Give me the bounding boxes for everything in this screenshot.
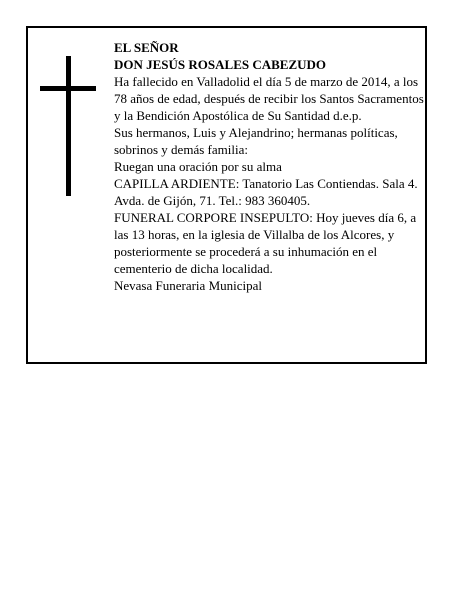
obituary-notice	[26, 26, 427, 364]
deceased-name: DON JESÚS ROSALES CABEZUDO	[114, 57, 327, 72]
cross-horizontal-bar	[40, 86, 96, 91]
funeral-home: Nevasa Funeraria Municipal	[114, 278, 263, 293]
cross-vertical-bar	[66, 56, 71, 196]
chapel-details: CAPILLA ARDIENTE: Tanatorio Las Contiendas. Sala 4. Avda. de Gijón, 71. Tel.: 983 360405.	[114, 176, 418, 208]
cross-icon	[40, 56, 96, 196]
death-announcement: Ha fallecido en Valladolid el día 5 de marzo de 2014, a los 78 años de edad, después de recibir los Santos Sacramentos y la Bendición Apostólica de Su Santidad d.e.p.	[114, 74, 424, 123]
funeral-details: FUNERAL CORPORE INSEPULTO: Hoy jueves día 6, a las 13 horas, en la iglesia de Villalba de los Alcores, y posteriormente se procederá a su inhumación en el cementerio de dicha localidad.	[114, 210, 417, 276]
notice-text	[114, 39, 424, 294]
prayer-request: Ruegan una oración por su alma	[114, 159, 282, 174]
family-members: Sus hermanos, Luis y Alejandrino; hermanas políticas, sobrinos y demás familia:	[114, 125, 398, 157]
notice-title: EL SEÑOR	[114, 40, 179, 55]
